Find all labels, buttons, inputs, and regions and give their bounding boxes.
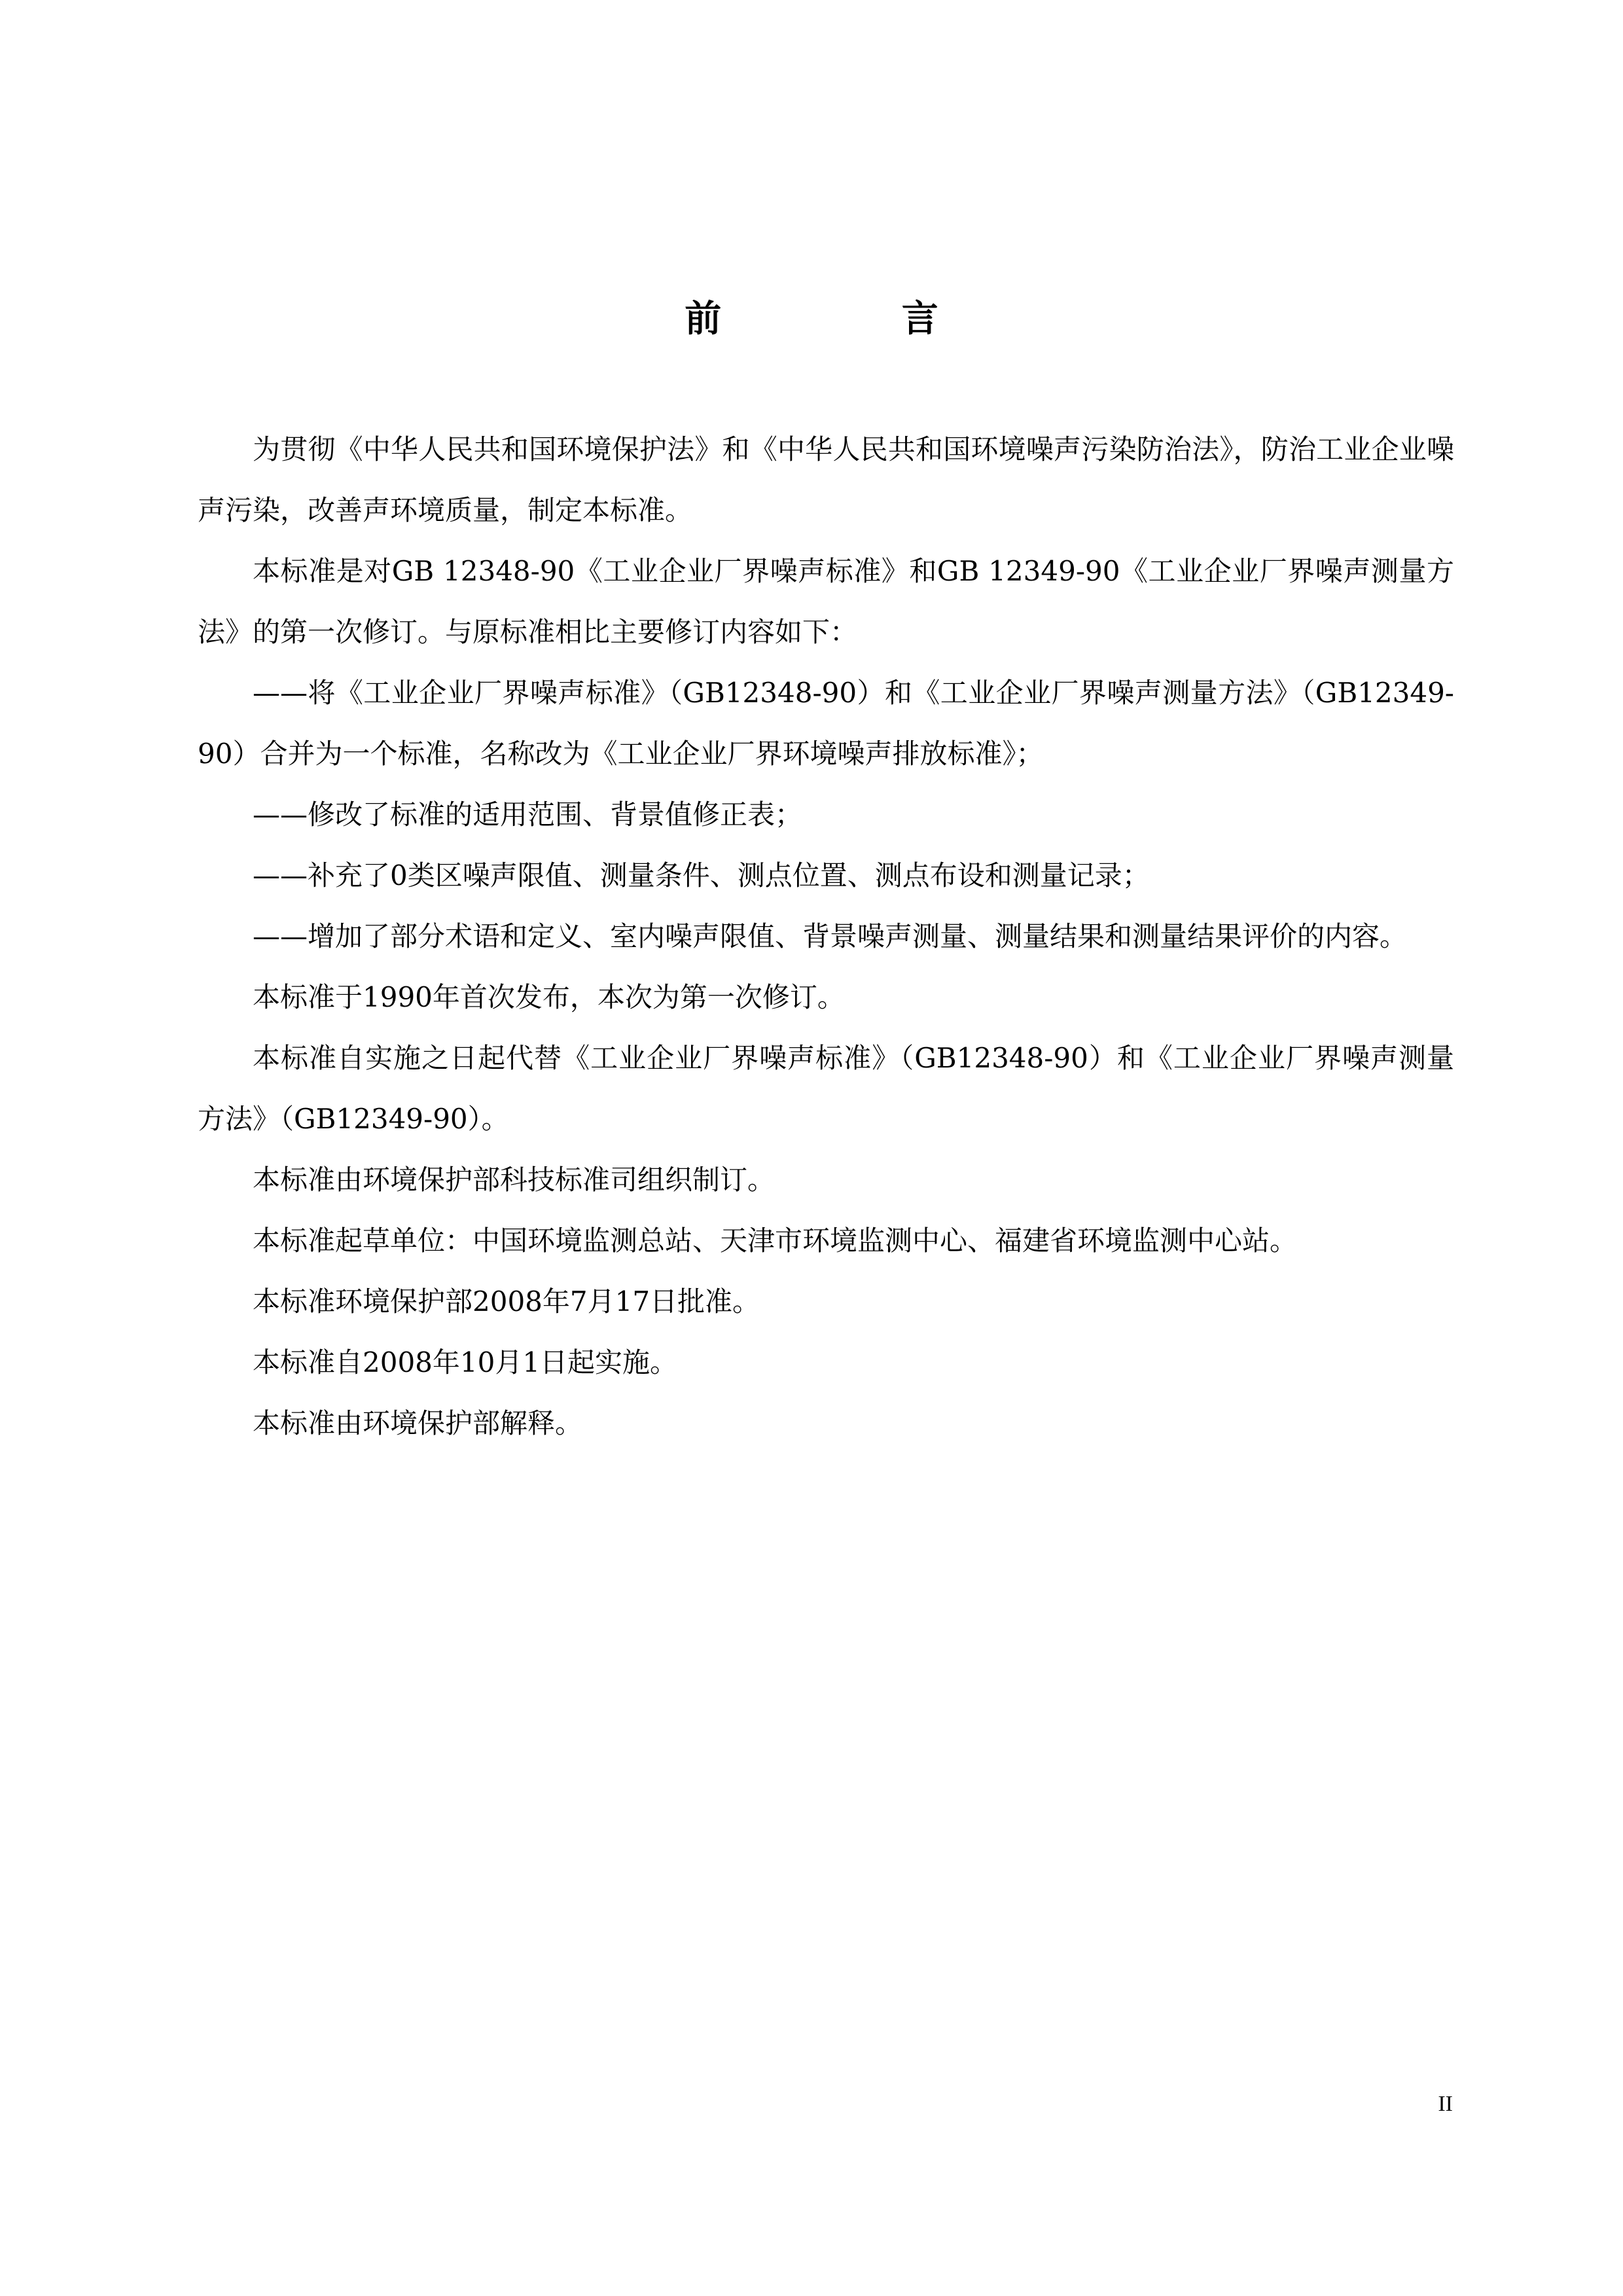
page-number: II <box>1438 2092 1453 2116</box>
paragraph-purpose: 为贯彻《中华人民共和国环境保护法》和《中华人民共和国环境噪声污染防治法》，防治工业企业噪声污染，改善声环境质量，制定本标准。 <box>198 433 1454 526</box>
paragraph-approval-date: 本标准环境保护部2008年7月17日批准。 <box>253 1285 760 1318</box>
paragraph-change-merge: ——将《工业企业厂界噪声标准》（GB12348-90）和《工业企业厂界噪声测量方法》（GB12349-90）合并为一个标准，名称改为《工业企业厂界环境噪声排放标准》； <box>198 677 1454 770</box>
paragraph-organizer: 本标准由环境保护部科技标准司组织制订。 <box>253 1164 776 1196</box>
preface-body <box>198 419 1454 1454</box>
paragraph-replacement: 本标准自实施之日起代替《工业企业厂界噪声标准》（GB12348-90）和《工业企业厂界噪声测量方法》（GB12349-90）。 <box>198 1042 1454 1135</box>
page-title: 前 言 <box>685 298 1022 340</box>
paragraph-first-release: 本标准于1990年首次发布，本次为第一次修订。 <box>253 981 845 1013</box>
paragraph-revision-intro: 本标准是对GB 12348-90《工业企业厂界噪声标准》和GB 12349-90《工业企业厂界噪声测量方法》的第一次修订。与原标准相比主要修订内容如下： <box>198 555 1454 648</box>
paragraph-change-additions: ——增加了部分术语和定义、室内噪声限值、背景噪声测量、测量结果和测量结果评价的内容。 <box>253 920 1408 952</box>
paragraph-effective-date: 本标准自2008年10月1日起实施。 <box>253 1346 678 1378</box>
paragraph-interpretation: 本标准由环境保护部解释。 <box>253 1407 583 1439</box>
paragraph-drafters: 本标准起草单位：中国环境监测总站、天津市环境监测中心、福建省环境监测中心站。 <box>253 1225 1298 1257</box>
paragraph-change-supplement: ——补充了0类区噪声限值、测量条件、测点位置、测点布设和测量记录； <box>253 859 1150 891</box>
paragraph-change-scope: ——修改了标准的适用范围、背景值修正表； <box>253 798 803 831</box>
